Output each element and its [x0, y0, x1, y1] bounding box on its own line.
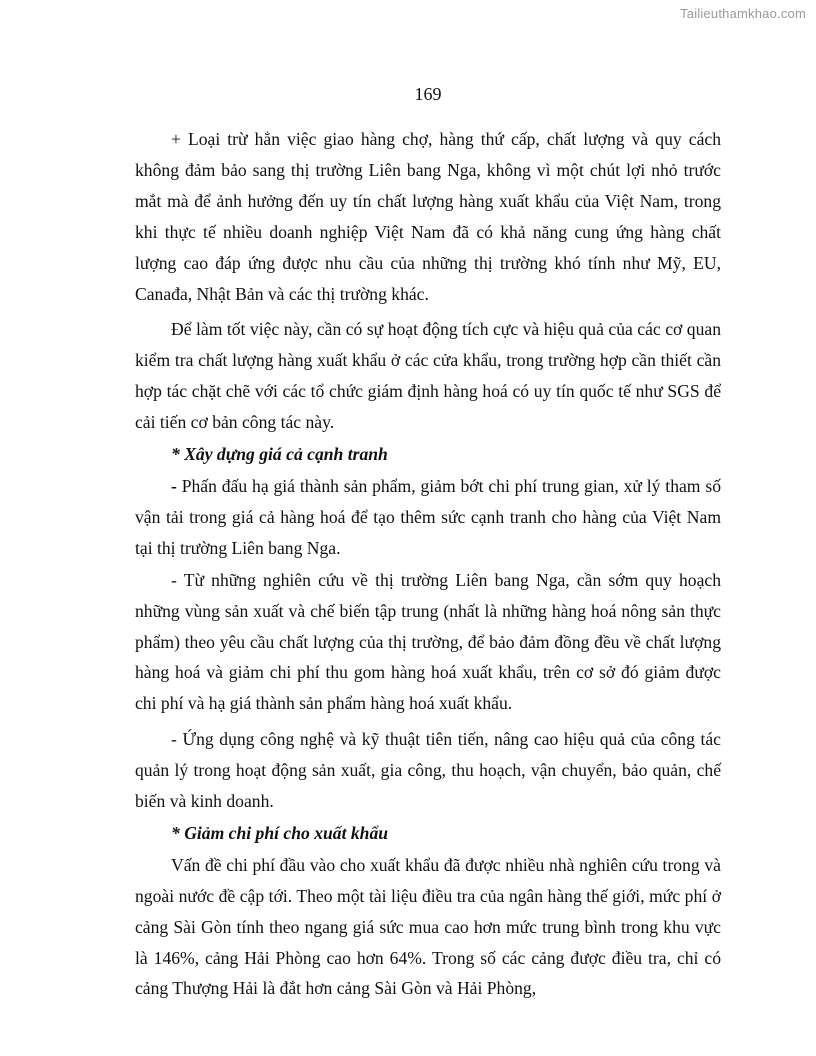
paragraph-quality-control: + Loại trừ hẳn việc giao hàng chợ, hàng thứ cấp, chất lượng và quy cách không đảm bảo sang thị trường Liên bang Nga, không vì một chút lợi nhỏ trước mắt mà để ảnh hưởng đến uy tín chất lượng hàng xuất khẩu của Việt Nam, trong khi thực tế nhiều doanh nghiệp Việt Nam đã có khả năng cung ứng hàng chất lượng cao đáp ứng được nhu cầu của những thị trường khó tính như Mỹ, EU, Canađa, Nhật Bản và các thị trường khác. [135, 129, 721, 304]
paragraph-reduce-cost [135, 471, 721, 564]
paragraph-production-planning: - Từ những nghiên cứu về thị trường Liên bang Nga, cần sớm quy hoạch những vùng sản xuất và chế biến tập trung (nhất là những hàng hoá nông sản thực phẩm) theo yêu cầu chất lượng của thị trường, để bảo đảm đồng đều về chất lượng hàng hoá và giảm chi phí thu gom hàng hoá xuất khẩu, trên cơ sở đó giảm được chi phí và hạ giá thành sản phẩm hàng hoá xuất khẩu. [135, 569, 721, 714]
paragraph-inspection: Để làm tốt việc này, cần có sự hoạt động tích cực và hiệu quả của các cơ quan kiểm tra chất lượng hàng xuất khẩu ở các cửa khẩu, trong trường hợp cần thiết cần hợp tác chặt chẽ với các tổ chức giám định hàng hoá có uy tín quốc tế như SGS để cải tiến cơ bản công tác này. [135, 319, 721, 433]
page-body [135, 124, 721, 1004]
page-number: 169 [414, 84, 442, 104]
paragraph-port-fees: Vấn đề chi phí đầu vào cho xuất khẩu đã được nhiều nhà nghiên cứu trong và ngoài nước đề cập tới. Theo một tài liệu điều tra của ngân hàng thế giới, mức phí ở cảng Sài Gòn tính theo ngang giá sức mua cao hơn mức trung bình trong khu vực là 146%, cảng Hải Phòng cao hơn 64%. Trong số các cảng được điều tra, chỉ có cảng Thượng Hải là đắt hơn cảng Sài Gòn và Hải Phòng, [135, 854, 721, 999]
paragraph-technology: - Ứng dụng công nghệ và kỹ thuật tiên tiến, nâng cao hiệu quả của công tác quản lý trong hoạt động sản xuất, gia công, thu hoạch, vận chuyển, bảo quản, chế biến và kinh doanh. [135, 729, 721, 812]
watermark: Tailieuthamkhao.com [680, 6, 806, 21]
paragraph-reduce-cost-text: Phấn đấu hạ giá thành sản phẩm, giảm bớt chi phí trung gian, xử lý tham số vận tải trong giá cả hàng hoá để tạo thêm sức cạnh tranh cho hàng của Việt Nam tại thị trường Liên bang Nga. [135, 475, 721, 558]
heading-competitive-pricing: * Xây dựng giá cả cạnh tranh [171, 444, 388, 465]
heading-export-costs: * Giảm chi phí cho xuất khẩu [171, 822, 389, 843]
bullet-dash: - [171, 475, 177, 496]
